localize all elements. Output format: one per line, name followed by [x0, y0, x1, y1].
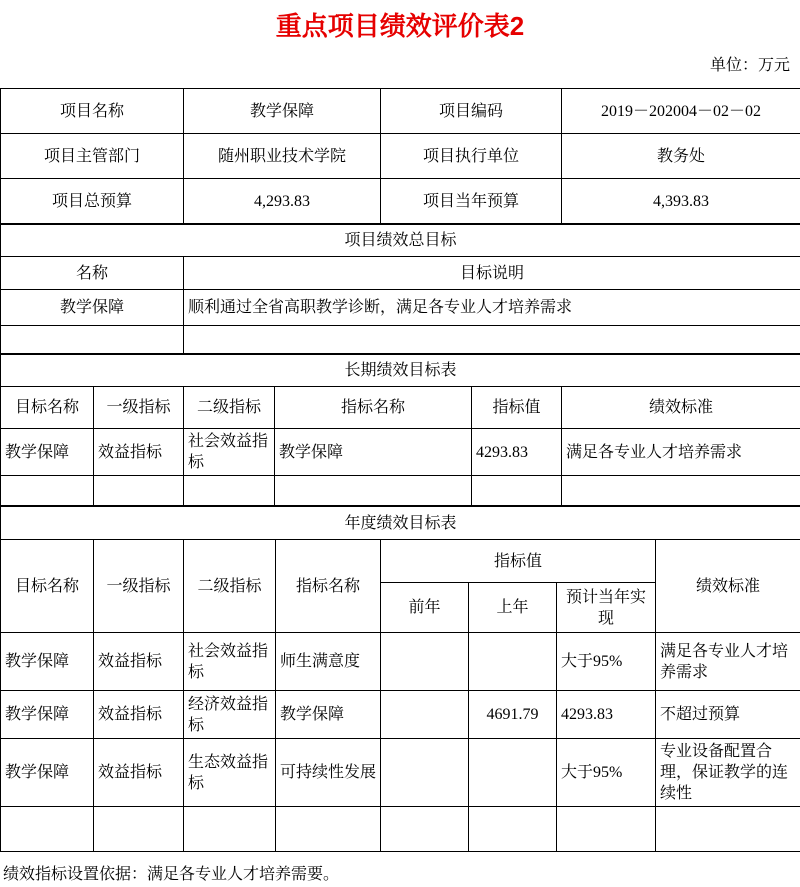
table-cell — [381, 633, 469, 691]
indicator-basis-note: 绩效指标设置依据：满足各专业人才培养需要。 — [3, 866, 340, 883]
table-cell: 教学保障 — [1, 429, 94, 476]
table-cell: 不超过预算 — [656, 691, 800, 739]
longterm-section-title: 长期绩效目标表 — [1, 355, 800, 387]
column-header-goal-name: 目标名称 — [1, 540, 94, 633]
table-row — [1, 476, 800, 506]
table-cell: 生态效益指标 — [184, 739, 276, 807]
table-cell: 效益指标 — [94, 739, 184, 807]
table-cell — [275, 476, 472, 506]
table-row — [1, 134, 800, 179]
column-header-level2-indicator: 二级指标 — [184, 540, 276, 633]
column-header-name: 名称 — [1, 257, 184, 290]
longterm-goal-table — [0, 354, 800, 506]
table-cell — [381, 739, 469, 807]
table-cell — [94, 807, 184, 852]
table-cell: 教学保障 — [276, 691, 381, 739]
project-code-label: 项目编码 — [381, 89, 562, 134]
table-cell — [184, 326, 800, 354]
table-cell: 4293.83 — [472, 429, 562, 476]
total-budget-label: 项目总预算 — [1, 179, 184, 224]
table-cell: 4293.83 — [557, 691, 656, 739]
table-cell — [276, 807, 381, 852]
column-header-level1-indicator: 一级指标 — [94, 540, 184, 633]
total-budget-value: 4,293.83 — [184, 179, 381, 224]
table-cell: 效益指标 — [94, 633, 184, 691]
table-cell: 4691.79 — [469, 691, 557, 739]
table-row — [1, 225, 800, 257]
column-header-indicator-value: 指标值 — [381, 540, 656, 583]
table-cell: 满足各专业人才培养需求 — [562, 429, 800, 476]
table-row — [1, 540, 800, 583]
column-header-current-year-expected: 预计当年实现 — [557, 583, 656, 633]
table-cell: 教学保障 — [1, 290, 184, 326]
table-row — [1, 633, 800, 691]
project-name-label: 项目名称 — [1, 89, 184, 134]
table-row — [1, 507, 800, 540]
table-row — [1, 355, 800, 387]
column-header-indicator-value: 指标值 — [472, 387, 562, 429]
table-cell: 大于95% — [557, 739, 656, 807]
column-header-indicator-name: 指标名称 — [275, 387, 472, 429]
table-cell — [557, 807, 656, 852]
table-cell: 效益指标 — [94, 691, 184, 739]
table-cell — [94, 476, 184, 506]
document-title: 重点项目绩效评价表2 — [275, 11, 525, 41]
overall-goal-table — [0, 224, 800, 354]
table-cell — [381, 807, 469, 852]
column-header-year-before-last: 前年 — [381, 583, 469, 633]
column-header-level2-indicator: 二级指标 — [184, 387, 275, 429]
table-cell — [1, 476, 94, 506]
table-cell: 教学保障 — [1, 633, 94, 691]
table-row — [1, 179, 800, 224]
table-cell — [184, 476, 275, 506]
table-row — [1, 429, 800, 476]
table-cell: 教学保障 — [275, 429, 472, 476]
table-cell: 师生满意度 — [276, 633, 381, 691]
table-cell: 可持续性发展 — [276, 739, 381, 807]
table-row — [1, 739, 800, 807]
executing-unit-value: 教务处 — [562, 134, 800, 179]
table-cell: 顺利通过全省高职教学诊断，满足各专业人才培养需求 — [184, 290, 800, 326]
project-name-value: 教学保障 — [184, 89, 381, 134]
table-cell — [381, 691, 469, 739]
table-cell — [656, 807, 800, 852]
annual-goal-table — [0, 506, 800, 852]
table-cell — [469, 633, 557, 691]
table-cell — [472, 476, 562, 506]
table-cell: 经济效益指标 — [184, 691, 276, 739]
table-row — [1, 326, 800, 354]
column-header-performance-standard: 绩效标准 — [562, 387, 800, 429]
table-row — [1, 807, 800, 852]
table-row — [1, 691, 800, 739]
table-cell: 满足各专业人才培养需求 — [656, 633, 800, 691]
overall-goal-section-title: 项目绩效总目标 — [1, 225, 800, 257]
table-cell: 教学保障 — [1, 691, 94, 739]
annual-budget-label: 项目当年预算 — [381, 179, 562, 224]
unit-label: 单位：万元 — [709, 57, 790, 74]
table-cell: 大于95% — [557, 633, 656, 691]
column-header-goal-name: 目标名称 — [1, 387, 94, 429]
table-cell — [184, 807, 276, 852]
table-cell — [469, 739, 557, 807]
column-header-level1-indicator: 一级指标 — [94, 387, 184, 429]
table-cell: 社会效益指标 — [184, 633, 276, 691]
table-cell: 社会效益指标 — [184, 429, 275, 476]
table-row — [1, 89, 800, 134]
project-code-value: 2019－202004－02－02 — [562, 89, 800, 134]
table-cell — [562, 476, 800, 506]
annual-budget-value: 4,393.83 — [562, 179, 800, 224]
table-cell — [1, 326, 184, 354]
column-header-goal-description: 目标说明 — [184, 257, 800, 290]
supervisor-dept-value: 随州职业技术学院 — [184, 134, 381, 179]
column-header-last-year: 上年 — [469, 583, 557, 633]
annual-section-title: 年度绩效目标表 — [1, 507, 800, 540]
table-cell: 效益指标 — [94, 429, 184, 476]
table-cell — [1, 807, 94, 852]
project-info-table — [0, 88, 800, 224]
executing-unit-label: 项目执行单位 — [381, 134, 562, 179]
table-row — [1, 387, 800, 429]
supervisor-dept-label: 项目主管部门 — [1, 134, 184, 179]
table-cell — [469, 807, 557, 852]
table-row — [1, 257, 800, 290]
column-header-performance-standard: 绩效标准 — [656, 540, 800, 633]
table-cell: 专业设备配置合理，保证教学的连续性 — [656, 739, 800, 807]
table-cell: 教学保障 — [1, 739, 94, 807]
column-header-indicator-name: 指标名称 — [276, 540, 381, 633]
table-row — [1, 290, 800, 326]
